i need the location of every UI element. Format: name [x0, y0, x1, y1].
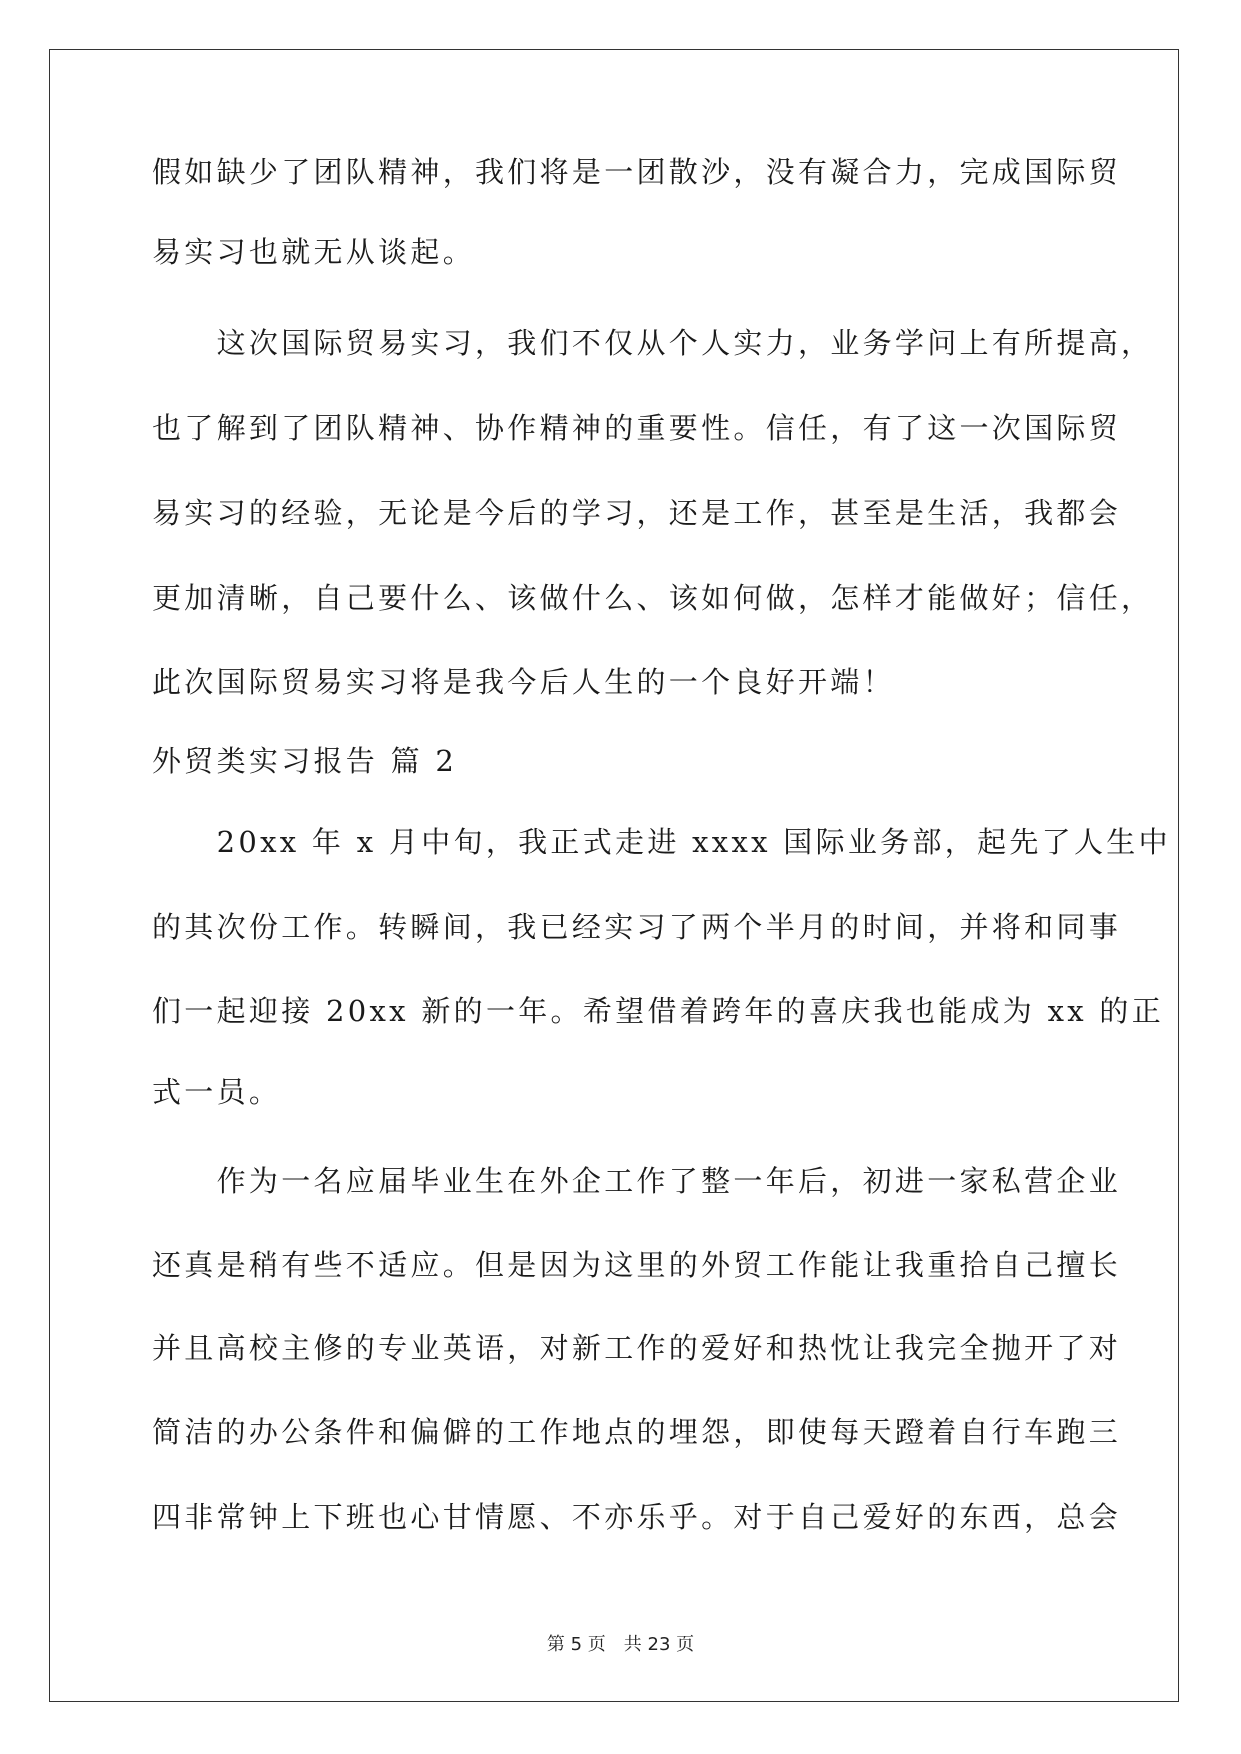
paragraph-line: 易实习的经验，无论是今后的学习，还是工作，甚至是生活，我都会 [152, 496, 1122, 530]
paragraph-line: 20xx 年 x 月中旬，我正式走进 xxxx 国际业务部，起先了人生中 [152, 825, 1171, 859]
paragraph-line: 这次国际贸易实习，我们不仅从个人实力，业务学问上有所提高， [152, 326, 1154, 360]
paragraph-line: 四非常钟上下班也心甘情愿、不亦乐乎。对于自己爱好的东西，总会 [152, 1500, 1122, 1534]
paragraph-line: 的其次份工作。转瞬间，我已经实习了两个半月的时间，并将和同事 [152, 910, 1122, 944]
paragraph-line: 们一起迎接 20xx 新的一年。希望借着跨年的喜庆我也能成为 xx 的正 [152, 994, 1164, 1028]
paragraph-line: 更加清晰，自己要什么、该做什么、该如何做，怎样才能做好；信任， [152, 581, 1154, 615]
paragraph-line: 易实习也就无从谈起。 [152, 235, 476, 269]
page-border [49, 49, 1179, 1702]
paragraph-line: 此次国际贸易实习将是我今后人生的一个良好开端！ [152, 665, 895, 699]
paragraph-line: 简洁的办公条件和偏僻的工作地点的埋怨，即使每天蹬着自行车跑三 [152, 1415, 1122, 1449]
paragraph-line: 作为一名应届毕业生在外企工作了整一年后，初进一家私营企业 [152, 1164, 1122, 1198]
paragraph-line: 假如缺少了团队精神，我们将是一团散沙，没有凝合力，完成国际贸 [152, 155, 1122, 189]
paragraph-line: 还真是稍有些不适应。但是因为这里的外贸工作能让我重拾自己擅长 [152, 1248, 1122, 1282]
page-number: 第 5 页 共 23 页 [546, 1634, 695, 1655]
section-heading: 外贸类实习报告 篇 2 [152, 744, 458, 778]
paragraph-line: 式一员。 [152, 1075, 282, 1109]
page-footer [0, 1630, 1241, 1656]
paragraph-line: 也了解到了团队精神、协作精神的重要性。信任，有了这一次国际贸 [152, 411, 1122, 445]
paragraph-line: 并且高校主修的专业英语，对新工作的爱好和热忱让我完全抛开了对 [152, 1331, 1122, 1365]
